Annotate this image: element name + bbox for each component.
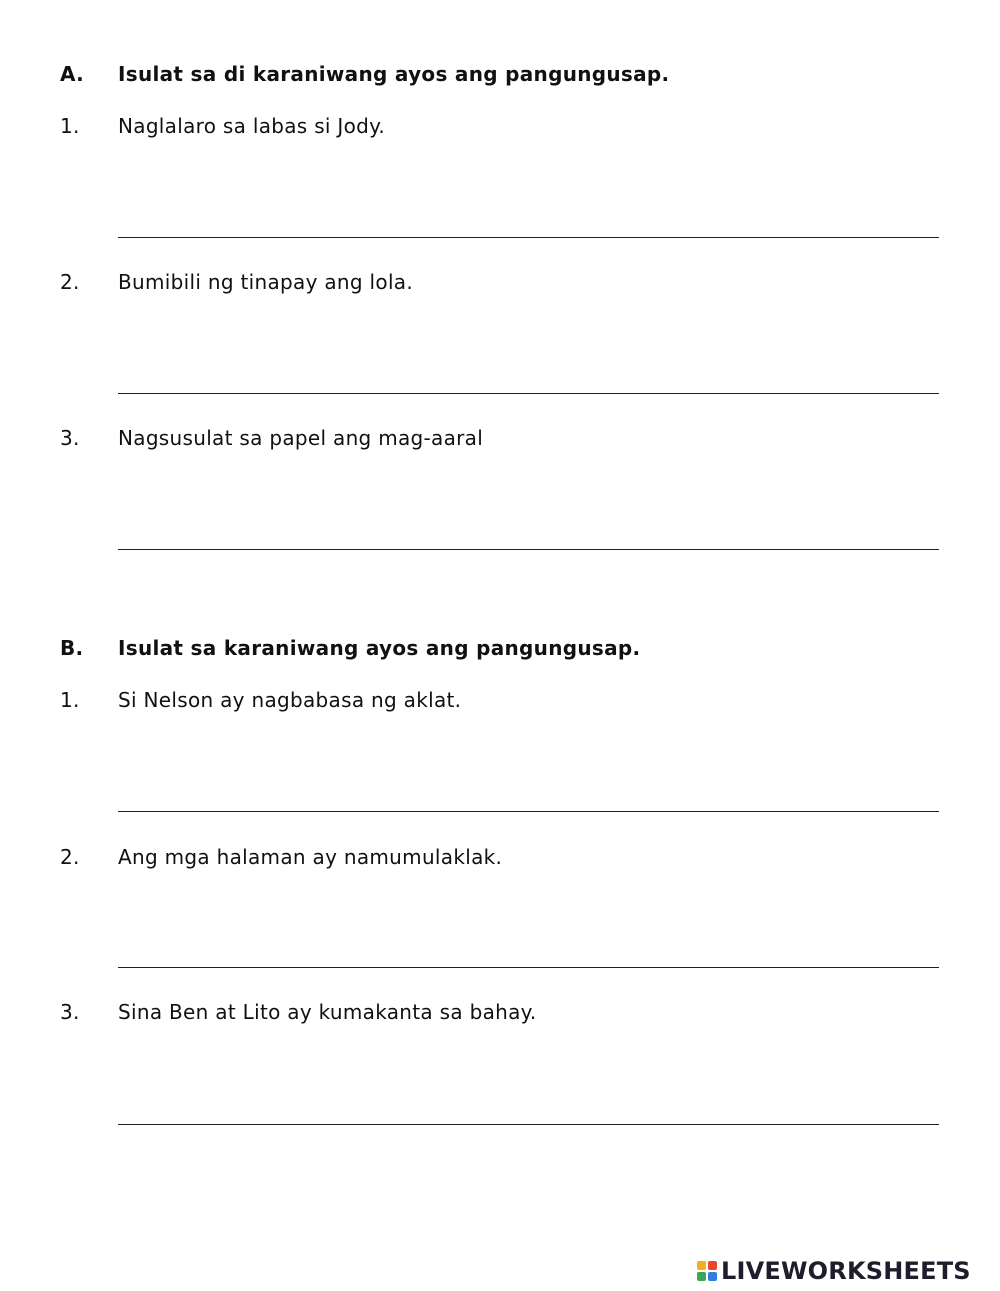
section-b-instruction: Isulat sa karaniwang ayos ang pangungusap.	[118, 636, 641, 660]
logo-square-blue	[708, 1272, 717, 1281]
question-number: 1.	[60, 688, 80, 712]
question-number: 2.	[60, 270, 80, 294]
question-number: 3.	[60, 1000, 80, 1024]
question-sentence: Si Nelson ay nagbabasa ng aklat.	[118, 688, 462, 712]
section-a-marker: A.	[60, 62, 85, 86]
answer-line[interactable]	[118, 1124, 939, 1125]
answer-line[interactable]	[118, 393, 939, 394]
answer-line[interactable]	[118, 967, 939, 968]
question-sentence: Nagsusulat sa papel ang mag-aaral	[118, 426, 484, 450]
question-sentence: Sina Ben at Lito ay kumakanta sa bahay.	[118, 1000, 537, 1024]
question-number: 2.	[60, 845, 80, 869]
logo-text: LIVEWORKSHEETS	[721, 1257, 971, 1285]
answer-line[interactable]	[118, 811, 939, 812]
question-number: 1.	[60, 114, 80, 138]
answer-line[interactable]	[118, 549, 939, 550]
answer-line[interactable]	[118, 237, 939, 238]
logo-square-green	[697, 1272, 706, 1281]
logo-square-yellow	[697, 1261, 706, 1270]
section-b-marker: B.	[60, 636, 84, 660]
liveworksheets-logo	[697, 1256, 971, 1286]
question-sentence: Naglalaro sa labas si Jody.	[118, 114, 386, 138]
question-sentence: Bumibili ng tinapay ang lola.	[118, 270, 414, 294]
liveworksheets-logo-icon	[697, 1261, 717, 1281]
logo-square-red	[708, 1261, 717, 1270]
question-number: 3.	[60, 426, 80, 450]
section-a-instruction: Isulat sa di karaniwang ayos ang pangungusap.	[118, 62, 670, 86]
question-sentence: Ang mga halaman ay namumulaklak.	[118, 845, 503, 869]
